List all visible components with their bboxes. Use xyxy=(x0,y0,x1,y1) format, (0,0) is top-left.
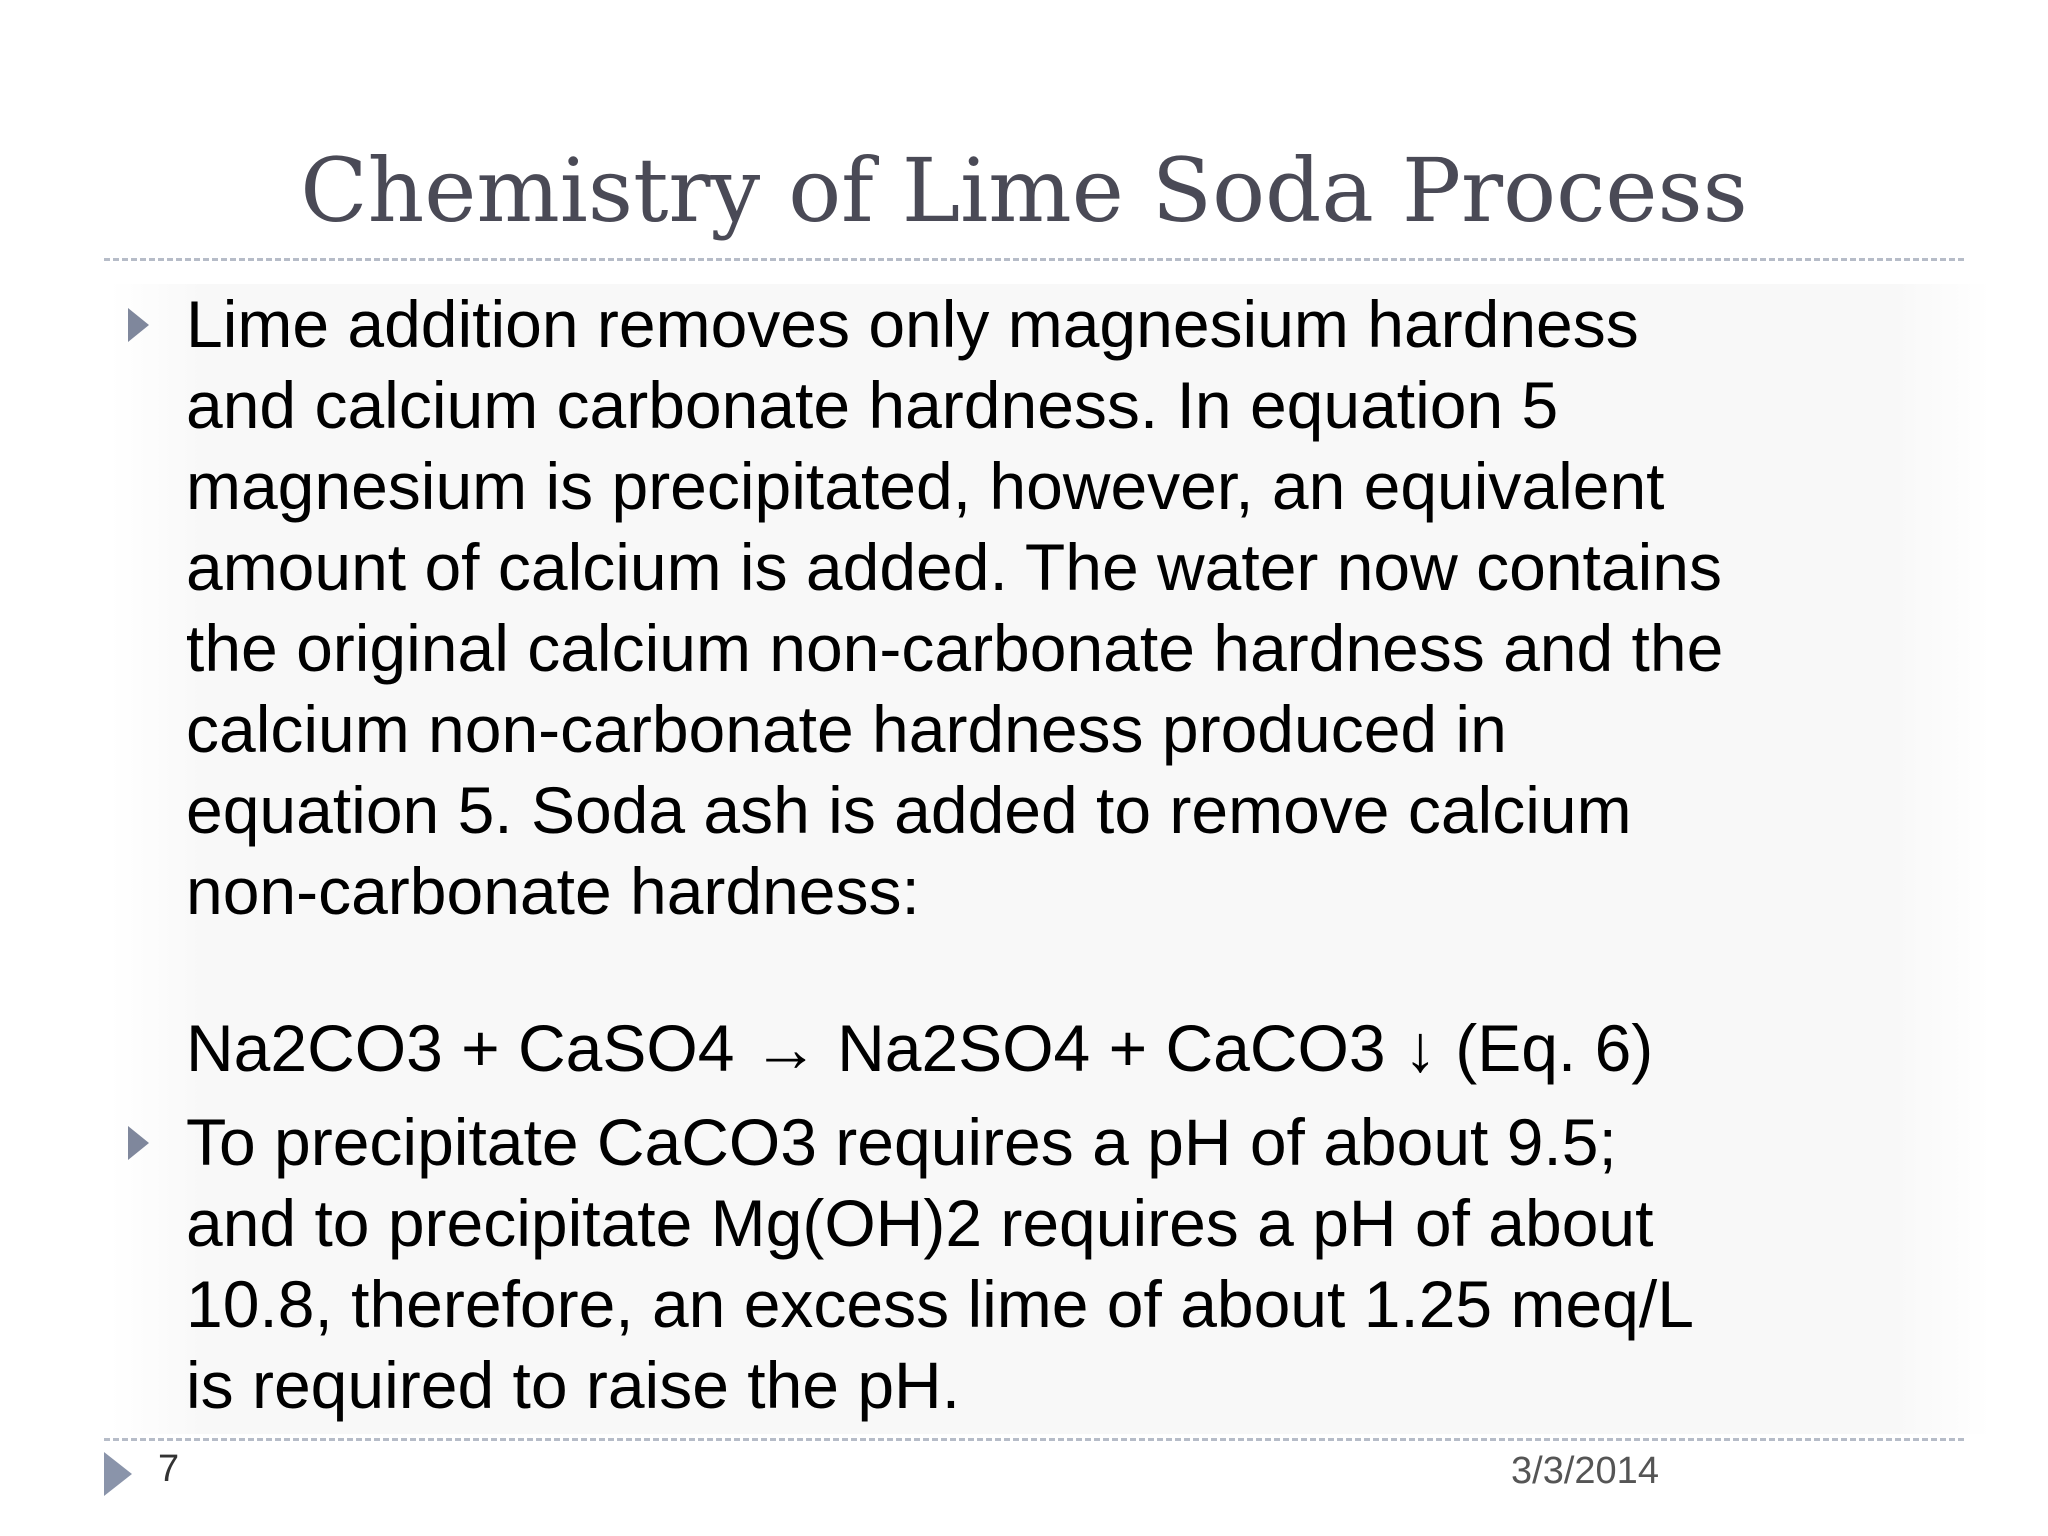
triangle-right-icon xyxy=(104,1452,132,1496)
chemical-equation: Na2CO3 + CaSO4 → Na2SO4 + CaCO3 ↓ (Eq. 6) xyxy=(186,1011,1654,1085)
footer-divider xyxy=(104,1438,1964,1441)
content-area xyxy=(110,284,1990,1434)
triangle-right-icon xyxy=(128,308,149,342)
title-divider xyxy=(104,258,1964,261)
slide-title: Chemistry of Lime Soda Process xyxy=(300,139,1748,242)
slide-number: 7 xyxy=(158,1448,180,1490)
bullet-text: To precipitate CaCO3 requires a pH of about 9.5; and to precipitate Mg(OH)2 requires a pH of about 10.8, therefore, an excess lime of about 1.25 meq/L is required to raise the pH. xyxy=(186,1105,1694,1422)
slide-date: 3/3/2014 xyxy=(1511,1450,1659,1492)
triangle-right-icon xyxy=(128,1126,149,1160)
bullet-text: Lime addition removes only magnesium hardness and calcium carbonate hardness. In equation 5 magnesium is precipitated, however, an equivalent amount of calcium is added. The water now contains the original calcium non-carbonate hardness and the calcium non-carbonate hardness produced in equation 5. Soda ash is added to remove calcium non-carbonate hardness: xyxy=(186,287,1724,928)
